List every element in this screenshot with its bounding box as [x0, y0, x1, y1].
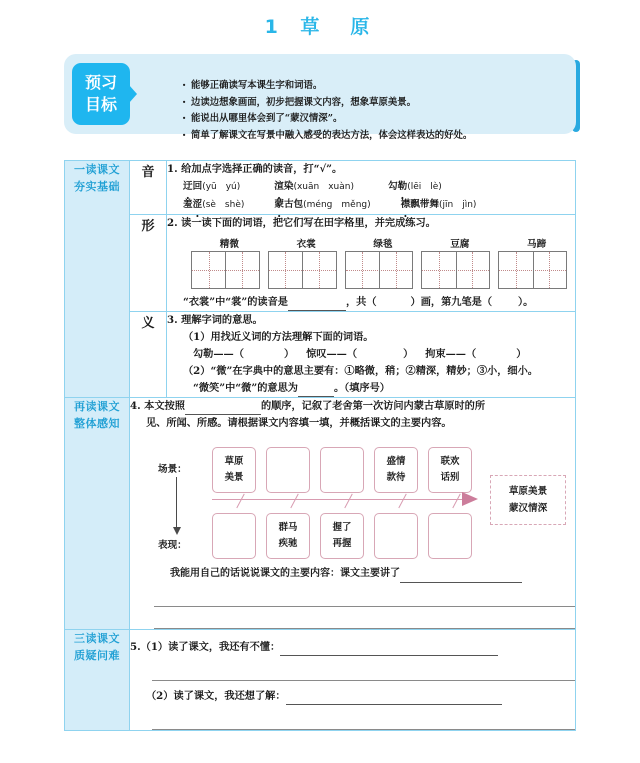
pinyin-item[interactable]: 羞涩(sè shè) — [183, 199, 245, 210]
question-5-cell — [130, 630, 576, 731]
fishbone-diagram — [130, 437, 575, 565]
box-line-2: 疾驰 — [278, 538, 298, 549]
scene-box[interactable] — [374, 447, 418, 493]
box-line-2: 再握 — [332, 538, 352, 549]
tianzige-box[interactable] — [191, 251, 260, 289]
result-box — [490, 475, 566, 525]
objectives-badge — [72, 63, 130, 125]
box-line-1: 盛情 — [386, 456, 406, 467]
sub1-text: 5.（1）读了课文，我还有不懂： — [130, 641, 281, 653]
section-label-two — [65, 398, 130, 630]
synonym-item[interactable]: 惊叹——（ — [306, 348, 358, 360]
question-4-prompt-line1 — [130, 398, 575, 415]
section-three-line2: 质疑问难 — [74, 649, 120, 662]
sub3-text-b: 。（填序号） — [333, 382, 390, 394]
synonym-item[interactable]: 勾勒——（ — [193, 348, 244, 360]
badge-line-1: 预习 — [84, 73, 117, 93]
tianzige-box[interactable] — [345, 251, 414, 289]
answer-blank[interactable] — [185, 402, 261, 415]
box-line-1: 握了 — [332, 522, 352, 533]
box-line-2: 美景 — [224, 472, 244, 483]
section-three-line1: 三读课文 — [74, 632, 120, 645]
question-2-followup — [167, 294, 575, 311]
list-item: · 边读边想象画面，初步把握课文内容，想象草原美景。 — [182, 95, 562, 112]
performance-box[interactable] — [266, 513, 310, 559]
scene-box[interactable] — [320, 447, 364, 493]
key-yi: 义 — [130, 312, 167, 398]
followup-text-b: ，共（ — [345, 296, 377, 308]
question-3-cell — [167, 312, 576, 398]
word-labels — [191, 236, 575, 250]
box-line-1: 草原 — [224, 456, 244, 467]
page-title — [0, 0, 640, 39]
question-5-sub2 — [130, 688, 575, 705]
sub2-text: （2）读了课文，我还想了解： — [146, 690, 286, 702]
followup-text-d: ）。 — [518, 296, 534, 308]
pinyin-item[interactable]: 勾勒(lēi lè) — [388, 181, 442, 192]
summary-prompt — [170, 565, 575, 583]
lesson-name: 草 原 — [300, 16, 376, 38]
section-two-line2: 整体感知 — [74, 417, 120, 430]
word-label: 精微 — [219, 239, 239, 250]
objectives-list — [142, 78, 562, 144]
synonym-row: 勾勒——（ ） 惊叹——（ ） 拘束——（ ） — [193, 348, 527, 360]
worksheet-table — [64, 160, 576, 731]
performance-box[interactable] — [374, 513, 418, 559]
box-line-1: 联欢 — [440, 456, 460, 467]
scene-box[interactable] — [266, 447, 310, 493]
answer-blank[interactable] — [288, 298, 346, 311]
lesson-number: 1 — [264, 16, 288, 38]
box-line-2: 话别 — [440, 472, 460, 483]
list-item: · 能说出从哪里体会到了“蒙汉情深”。 — [182, 111, 562, 128]
synonym-item[interactable]: 拘束——（ — [425, 348, 477, 360]
pinyin-item[interactable]: 襟飘带舞(jīn jìn) — [400, 199, 477, 210]
question-5-sub1 — [130, 639, 575, 656]
tianzige-box[interactable] — [268, 251, 337, 289]
performance-box[interactable] — [320, 513, 364, 559]
result-line-2: 蒙汉情深 — [508, 503, 548, 514]
badge-arrow-icon — [129, 85, 137, 103]
tianzige-box[interactable] — [498, 251, 567, 289]
list-item: · 简单了解课文在写景中融入感受的表达方法，体会这样表达的好处。 — [182, 128, 562, 145]
rib — [398, 494, 407, 509]
pinyin-row-2 — [183, 196, 575, 214]
sub3-text-a: “微笑”中“微”的意思为 — [193, 382, 298, 394]
rib — [344, 494, 353, 509]
question-2-cell — [167, 215, 576, 312]
diagram-spine — [212, 499, 464, 500]
result-line-1: 草原美景 — [508, 486, 548, 497]
performance-box[interactable] — [212, 513, 256, 559]
write-line[interactable] — [152, 663, 575, 681]
answer-blank[interactable] — [280, 643, 498, 656]
section-one-line2: 夯实基础 — [74, 180, 120, 193]
answer-blank[interactable] — [298, 384, 334, 397]
question-3-sub1: （1）用找近义词的方法理解下面的词语。 — [183, 331, 374, 343]
pinyin-row-1 — [183, 178, 575, 196]
answer-blank[interactable] — [400, 570, 522, 583]
tianzige-box[interactable] — [421, 251, 490, 289]
write-line[interactable] — [154, 589, 575, 607]
box-line-2: 款待 — [386, 472, 406, 483]
rib — [290, 494, 299, 509]
scene-label: 场景： — [158, 464, 187, 475]
table-row — [65, 215, 576, 312]
question-2-prompt: 2. 读一读下面的词语，把它们写在田字格里，并完成练习。 — [167, 217, 436, 229]
word-label: 豆腐 — [450, 239, 470, 250]
pinyin-item[interactable]: 蒙古包(méng měng) — [274, 199, 371, 210]
table-row — [65, 398, 576, 630]
answer-blank[interactable] — [286, 692, 502, 705]
prompt-b: 的顺序，记叙了老舍第一次访问内蒙古草原时的所 — [260, 400, 486, 412]
summary-text: 我能用自己的话说说课文的主要内容：课文主要讲了 — [170, 568, 400, 579]
box-line-1: 群马 — [278, 522, 298, 533]
table-row — [65, 630, 576, 731]
key-xing: 形 — [130, 215, 167, 312]
question-4-prompt-line2: 见、所闻、所感。请根据课文内容填一填，并概括课文的主要内容。 — [146, 417, 452, 429]
rib — [236, 494, 245, 509]
section-two-line1: 再读课文 — [74, 400, 120, 413]
prompt-a: 4. 本文按照 — [130, 400, 185, 412]
followup-text-a: “衣裳”中“裳”的读音是 — [183, 296, 288, 308]
badge-line-2: 目标 — [84, 95, 117, 114]
objectives-banner — [64, 54, 576, 141]
question-1-cell — [167, 161, 576, 215]
question-3-prompt: 3. 理解字词的意思。 — [167, 314, 263, 326]
tianzige-row — [191, 251, 575, 289]
table-row — [65, 161, 576, 215]
word-label: 衣裳 — [296, 239, 316, 250]
performance-label: 表现： — [158, 540, 187, 551]
scene-box[interactable] — [212, 447, 256, 493]
list-item: · 能够正确读写本课生字和词语。 — [182, 78, 562, 95]
question-4-cell — [130, 398, 576, 630]
word-label: 马蹄 — [526, 239, 547, 250]
followup-text-c: ）画，第九笔是（ — [410, 296, 493, 308]
scene-box[interactable] — [428, 447, 472, 493]
question-3-sub3 — [167, 380, 575, 397]
section-label-three — [65, 630, 130, 731]
write-line[interactable] — [154, 611, 575, 629]
spine-arrow-icon — [462, 492, 478, 506]
question-1-prompt: 1. 给加点字选择正确的读音，打“√”。 — [167, 163, 343, 175]
section-label-one — [65, 161, 130, 398]
rib — [452, 494, 461, 509]
key-yin: 音 — [130, 161, 167, 215]
down-arrow-icon — [176, 477, 177, 529]
performance-box[interactable] — [428, 513, 472, 559]
section-one-line1: 一读课文 — [74, 163, 120, 176]
write-line[interactable] — [152, 712, 575, 730]
pinyin-item[interactable]: 迂回(yū yú) — [183, 181, 241, 192]
word-label: 绿毯 — [373, 239, 393, 250]
pinyin-item[interactable]: 渲染(xuān xuàn) — [274, 181, 354, 192]
table-row — [65, 312, 576, 398]
question-3-sub2: （2）“微”在字典中的意思主要有：①略微，稍；②精深，精妙；③小，细小。 — [183, 365, 538, 377]
